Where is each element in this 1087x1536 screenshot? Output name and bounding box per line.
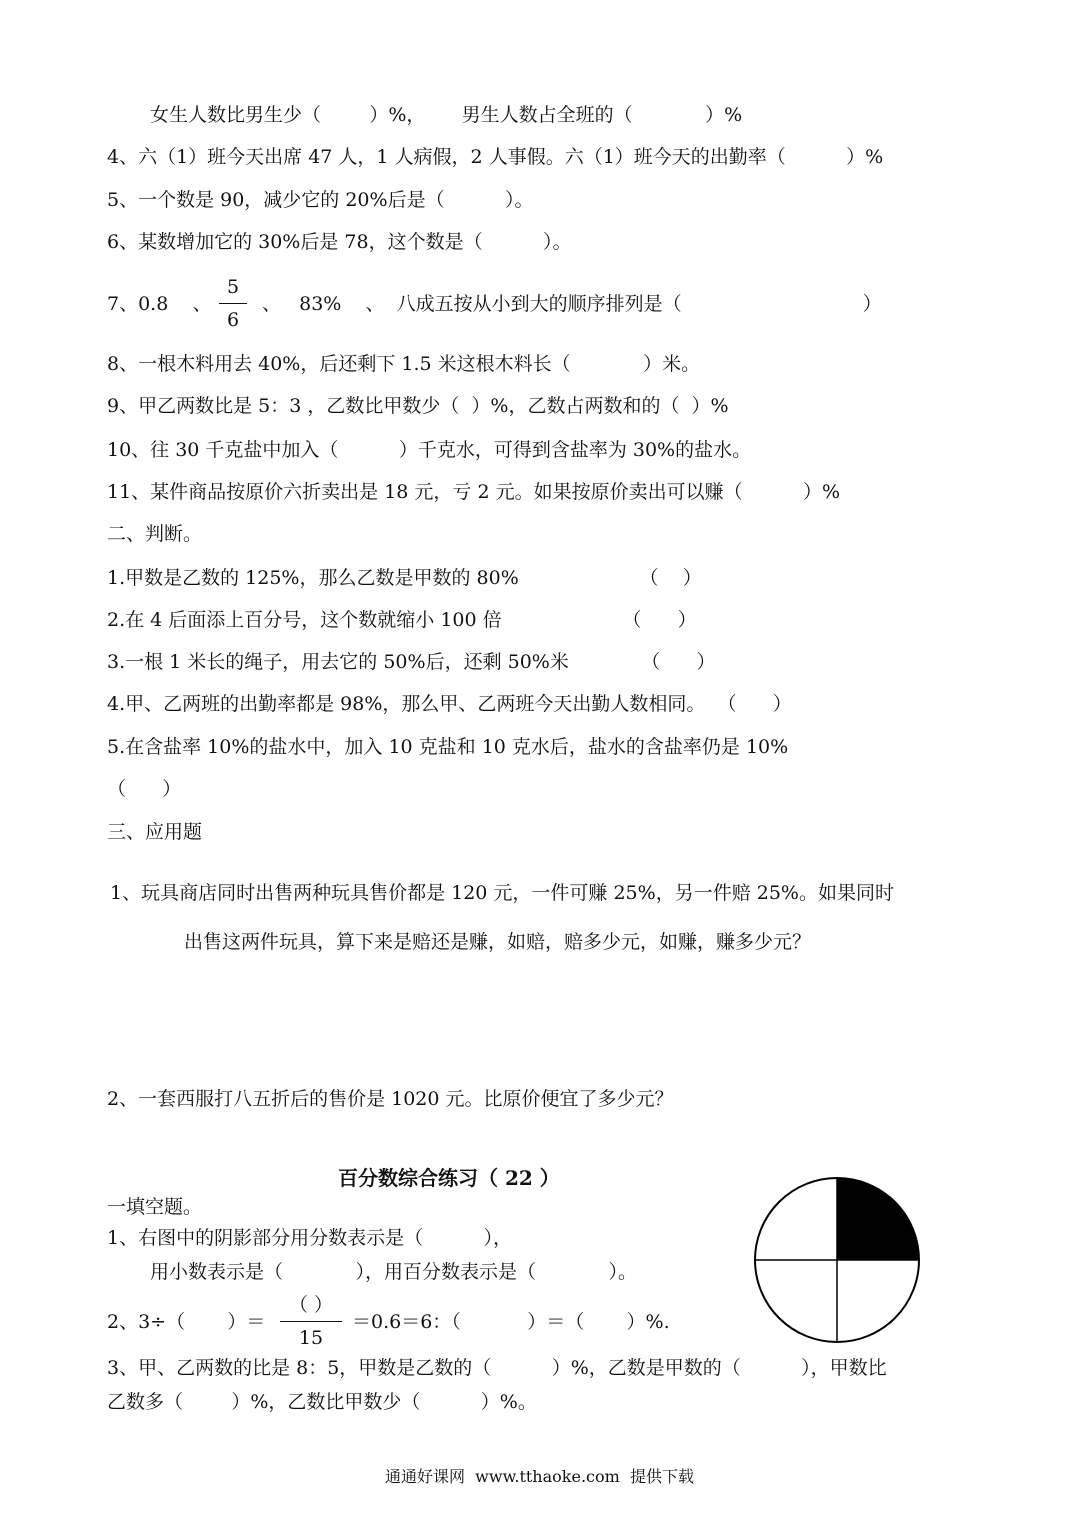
judgement-item-3: 3.一根 1 米长的绳子，用去它的 50%后，还剩 50%米 （ ）	[107, 651, 716, 673]
application-q1-line2: 出售这两件玩具，算下来是赔还是赚，如赔，赔多少元，如赚，赚多少元？	[184, 931, 812, 953]
q8: 8、一根木料用去 40%，后还剩下 1.5 米这根木料长（ ）米。	[107, 353, 701, 375]
shaded-quarter	[837, 1178, 919, 1260]
exercise-q2-fraction-bar	[280, 1321, 342, 1322]
exercise-q3-line1: 3、甲、乙两数的比是 8：5，甲数是乙数的（ ）%，乙数是甲数的（ ），甲数比	[107, 1357, 887, 1379]
section2-heading: 二、判断。	[107, 523, 203, 545]
q6: 6、某数增加它的 30%后是 78，这个数是（ ）。	[107, 231, 572, 253]
exercise-q2-suffix: ＝0.6＝6：（ ）＝（ ）%.	[352, 1311, 670, 1333]
quartered-circle-figure	[752, 1175, 922, 1345]
q9: 9、甲乙两数比是 5：3 ，乙数比甲数少（ ）%，乙数占两数和的（ ）%	[107, 395, 729, 417]
judgement-item-2: 2.在 4 后面添上百分号，这个数就缩小 100 倍 （ ）	[107, 609, 697, 631]
q4: 4、六（1）班今天出席 47 人，1 人病假，2 人事假。六（1）班今天的出勤率（ ）%	[107, 146, 884, 168]
judgement-item-5: 5.在含盐率 10%的盐水中，加入 10 克盐和 10 克水后，盐水的含盐率仍是 10%	[107, 736, 789, 758]
q7-suffix: 、 83% 、 八成五按从小到大的顺序排列是（ ）	[262, 293, 882, 315]
judgement-item-4: 4.甲、乙两班的出勤率都是 98%，那么甲、乙两班今天出勤人数相同。 （ ）	[107, 693, 792, 715]
judgement-item-1: 1.甲数是乙数的 125%，那么乙数是甲数的 80% （ ）	[107, 567, 702, 589]
q11: 11、某件商品按原价六折卖出是 18 元，亏 2 元。如果按原价卖出可以赚（ ）%	[107, 481, 841, 503]
exercise-title: 百分数综合练习（ 22 ）	[338, 1166, 560, 1190]
q7-fraction-bar	[219, 303, 247, 304]
page-footer: 通通好课网 www.tthaoke.com 提供下载	[385, 1467, 694, 1486]
q3-line2: 女生人数比男生少（ ）%， 男生人数占全班的（ ）%	[150, 104, 743, 126]
exercise-q2-prefix: 2、3÷（ ）＝	[107, 1311, 266, 1333]
q7-fraction-numerator: 5	[226, 276, 240, 298]
application-q1-line1: 1、玩具商店同时出售两种玩具售价都是 120 元，一件可赚 25%，另一件赔 25%。如果同时	[110, 882, 894, 904]
exercise-q2-fraction	[280, 1292, 342, 1351]
exercise-q2-fraction-denominator: 15	[298, 1327, 324, 1349]
exercise-q2-fraction-numerator: （ ）	[288, 1294, 334, 1316]
exercise-q1-line1: 1、右图中的阴影部分用分数表示是（ ），	[107, 1227, 512, 1249]
q7-fraction	[219, 274, 247, 333]
exercise-q1-line2: 用小数表示是（ ），用百分数表示是（ ）。	[150, 1261, 637, 1283]
q5: 5、一个数是 90，减少它的 20%后是（ ）。	[107, 189, 534, 211]
exercise-heading: 一填空题。	[107, 1196, 203, 1218]
q7-prefix: 7、0.8 、	[107, 293, 212, 315]
exercise-q3-line2: 乙数多（ ）%，乙数比甲数少（ ）%。	[107, 1391, 537, 1413]
q7-fraction-denominator: 6	[226, 309, 240, 331]
q10: 10、往 30 千克盐中加入（ ）千克水，可得到含盐率为 30%的盐水。	[107, 439, 752, 461]
section3-heading: 三、应用题	[107, 821, 203, 843]
application-q2: 2、一套西服打八五折后的售价是 1020 元。比原价便宜了多少元？	[107, 1088, 674, 1110]
judgement-item-5-paren: （ ）	[107, 778, 182, 800]
